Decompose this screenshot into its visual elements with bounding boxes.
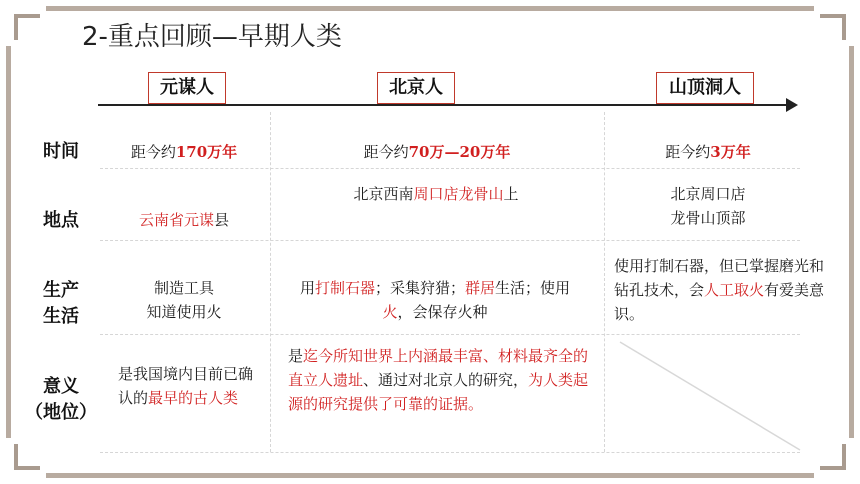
meaning-yuanmou: 是我国境内目前已确认的最早的古人类	[118, 365, 254, 407]
row-label-production: 生产 生活	[43, 280, 79, 327]
production-beijing: 用打制石器；采集狩猎；群居生活；使用火，会保存火种	[299, 279, 571, 321]
row-label-place: 地点	[43, 210, 79, 231]
time-beijing: 距今约70万—20万年	[363, 143, 511, 161]
row-label-time: 时间	[43, 141, 79, 162]
page-title: 2-重点回顾—早期人类	[82, 22, 342, 52]
time-yuanmou: 距今约170万年	[130, 143, 238, 161]
production-yuanmou: 制造工具 知道使用火	[146, 279, 222, 321]
period-tag-shanding: 山顶洞人	[656, 72, 754, 104]
place-shanding: 北京周口店 龙骨山顶部	[670, 185, 746, 227]
production-shanding: 使用打制石器，但已掌握磨光和钻孔技术，会人工取火有爱美意识。	[614, 257, 825, 323]
meaning-beijing: 是迄今所知世界上内涵最丰富、材料最齐全的直立人遗址、通过对北京人的研究，为人类起源的研究提供了可靠的证据。	[288, 347, 589, 413]
period-tag-yuanmou: 元谋人	[148, 72, 226, 104]
period-tag-beijing: 北京人	[377, 72, 455, 104]
row-label-meaning: 意义 （地位）	[25, 376, 97, 423]
time-shanding: 距今约3万年	[665, 143, 751, 161]
place-beijing: 北京西南周口店龙骨山上	[353, 185, 519, 203]
place-yuanmou: 云南省元谋县	[138, 211, 230, 229]
